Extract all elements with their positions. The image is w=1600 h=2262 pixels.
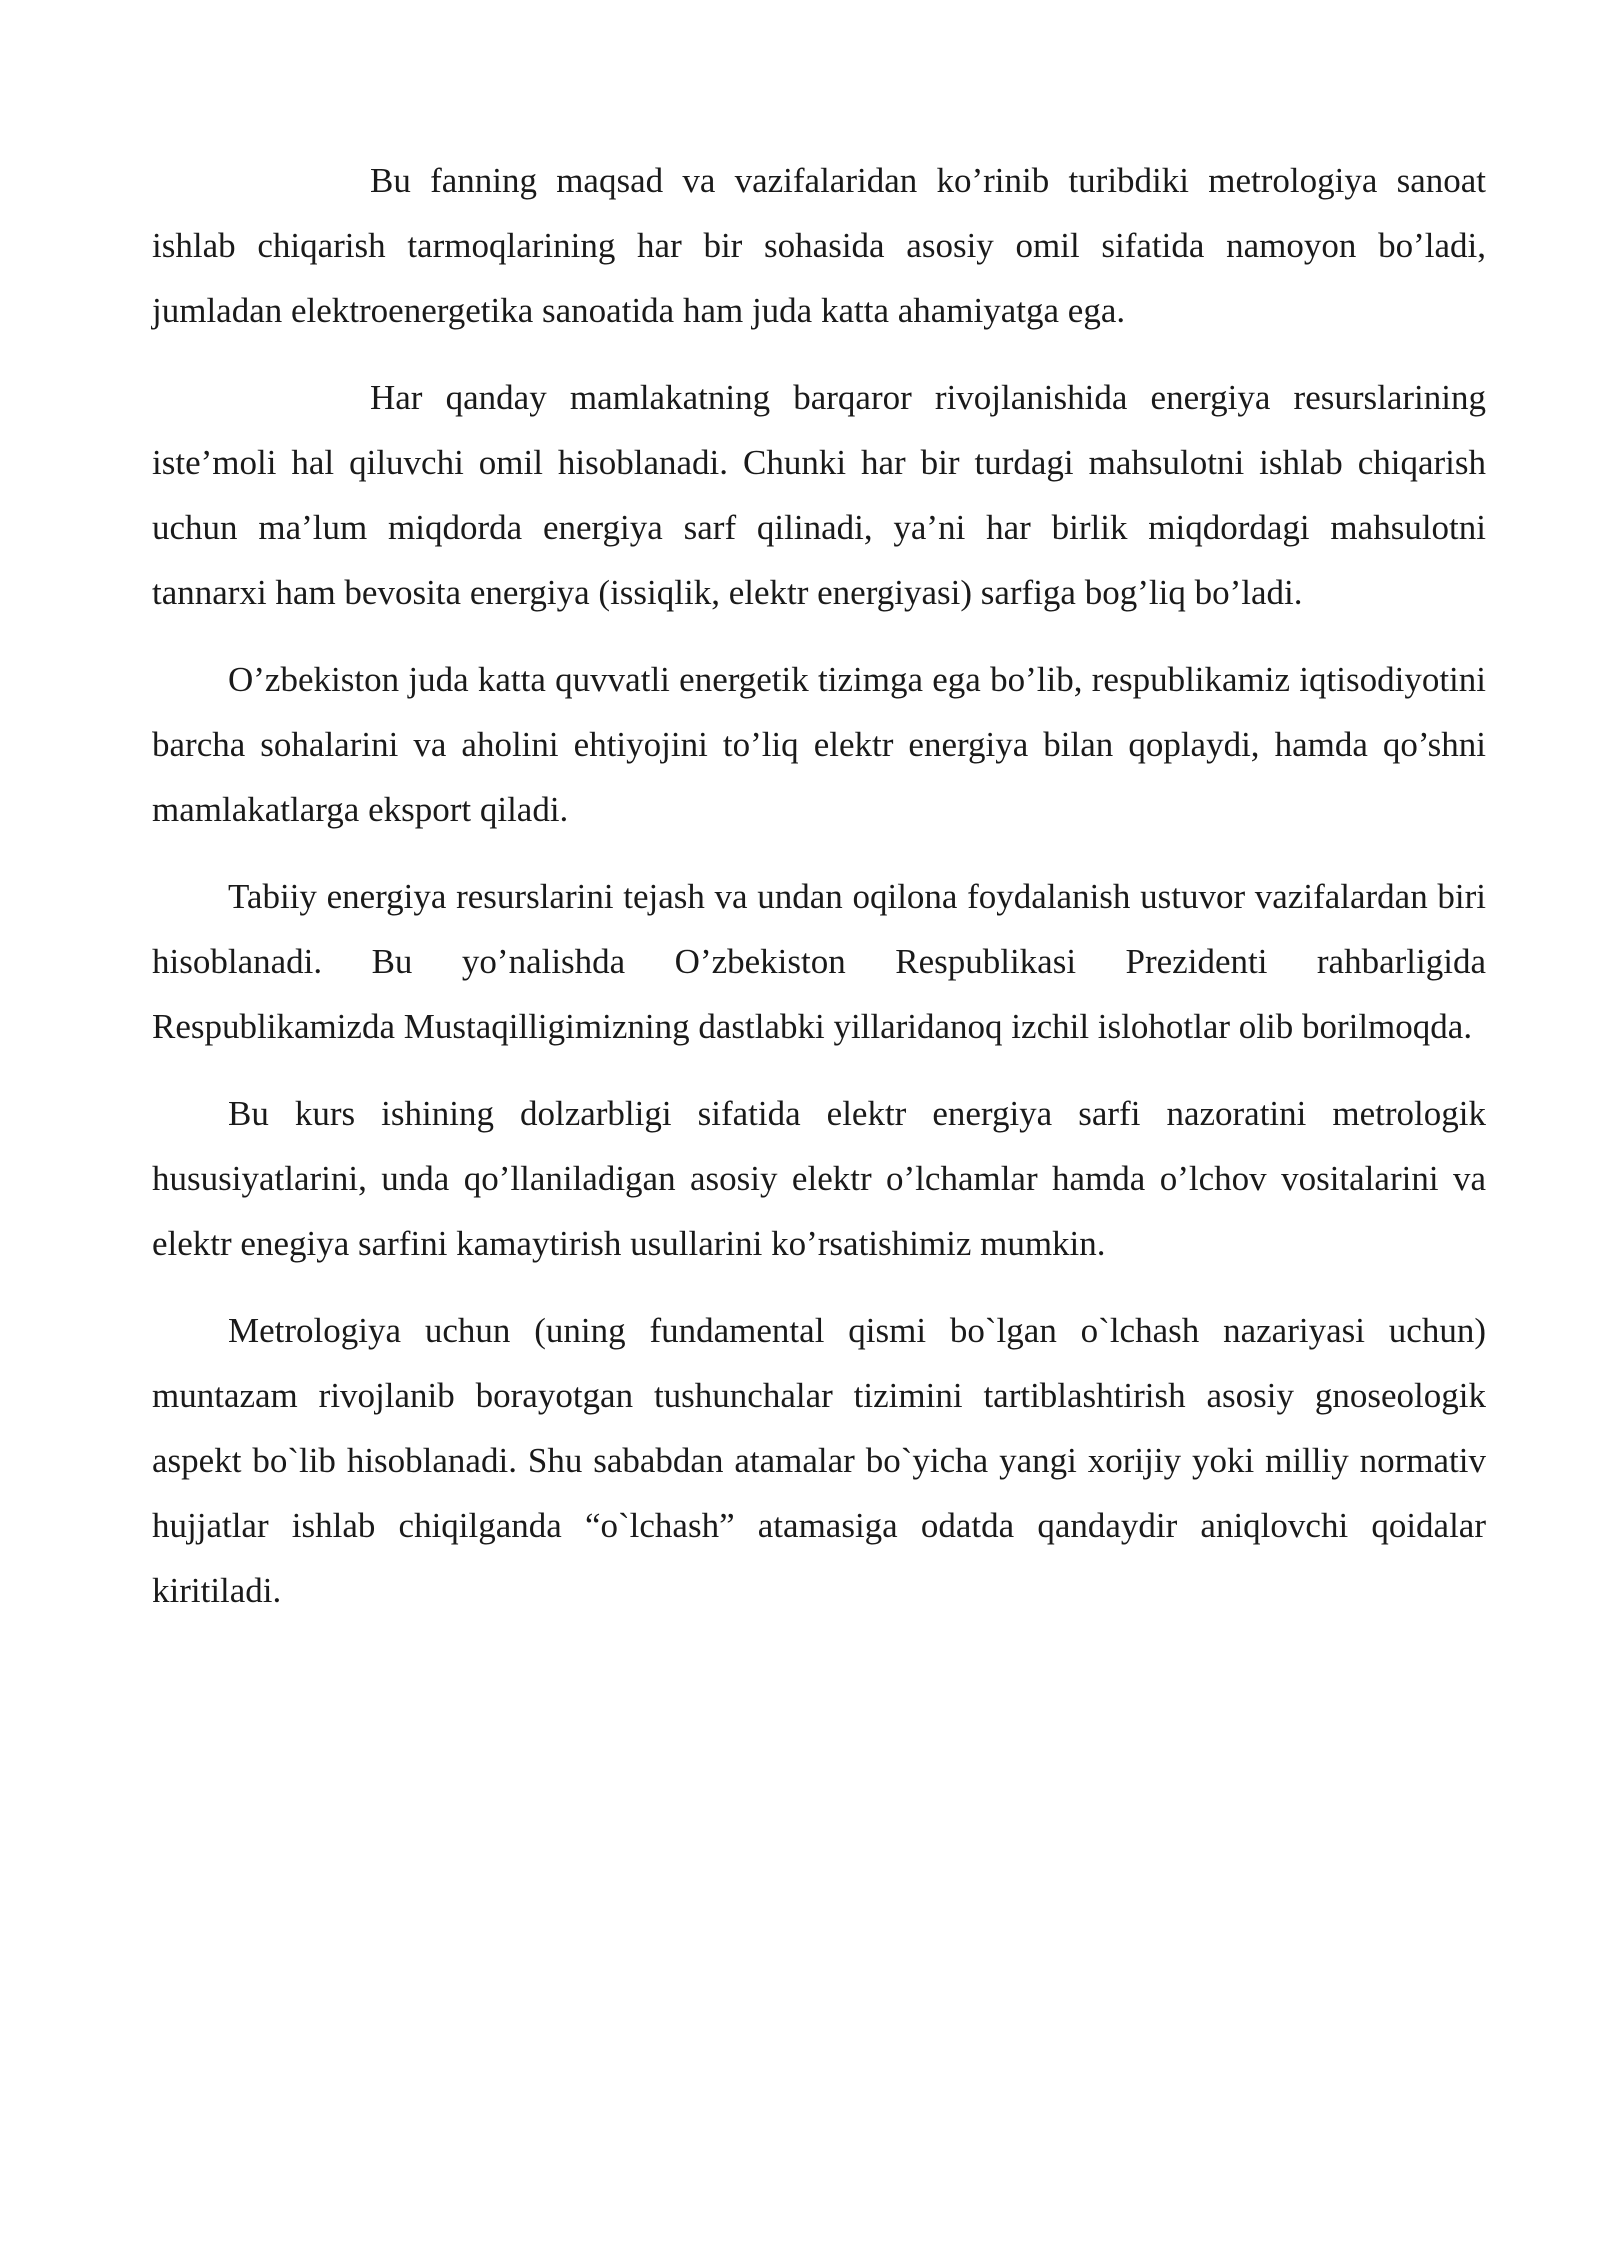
- document-page: [152, 148, 1486, 1645]
- paragraph-5: Bu kurs ishining dolzarbligi sifatida elektr energiya sarfi nazoratini metrologik hususiyatlarini, unda qo’llaniladigan asosiy elektr o’lchamlar hamda o’lchov vositalarini va elektr enegiya sarfini kamaytirish usullarini ko’rsatishimiz mumkin.: [152, 1094, 1486, 1263]
- paragraph-1: Bu fanning maqsad va vazifalaridan ko’rinib turibdiki metrologiya sanoat ishlab chiqarish tarmoqlarining har bir sohasida asosiy omil sifatida namoyon bo’ladi, jumladan elektroenergetika sanoatida ham juda katta ahamiyatga ega.: [152, 161, 1486, 330]
- paragraph-6: Metrologiya uchun (uning fundamental qismi bo`lgan o`lchash nazariyasi uchun) muntazam rivojlanib borayotgan tushunchalar tizimini tartiblashtirish asosiy gnoseologik aspekt bo`lib hisoblanadi. Shu sababdan atamalar bo`yicha yangi xorijiy yoki milliy normativ hujjatlar ishlab chiqilganda “o`lchash” atamasiga odatda qandaydir aniqlovchi qoidalar kiritiladi.: [152, 1311, 1486, 1610]
- paragraph-4: Tabiiy energiya resurslarini tejash va undan oqilona foydalanish ustuvor vazifalardan biri hisoblanadi. Bu yo’nalishda O’zbekiston Respublikasi Prezidenti rahbarligida Respublikamizda Mustaqilligimizning dastlabki yillaridanoq izchil islohotlar olib borilmoqda.: [152, 877, 1486, 1046]
- paragraph-2: Har qanday mamlakatning barqaror rivojlanishida energiya resurslarining iste’moli hal qiluvchi omil hisoblanadi. Chunki har bir turdagi mahsulotni ishlab chiqarish uchun ma’lum miqdorda energiya sarf qilinadi, ya’ni har birlik miqdordagi mahsulotni tannarxi ham bevosita energiya (issiqlik, elektr energiyasi) sarfiga bog’liq bo’ladi.: [152, 378, 1486, 612]
- paragraph-3: O’zbekiston juda katta quvvatli energetik tizimga ega bo’lib, respublikamiz iqtisodiyotini barcha sohalarini va aholini ehtiyojini to’liq elektr energiya bilan qoplaydi, hamda qo’shni mamlakatlarga eksport qiladi.: [152, 660, 1486, 829]
